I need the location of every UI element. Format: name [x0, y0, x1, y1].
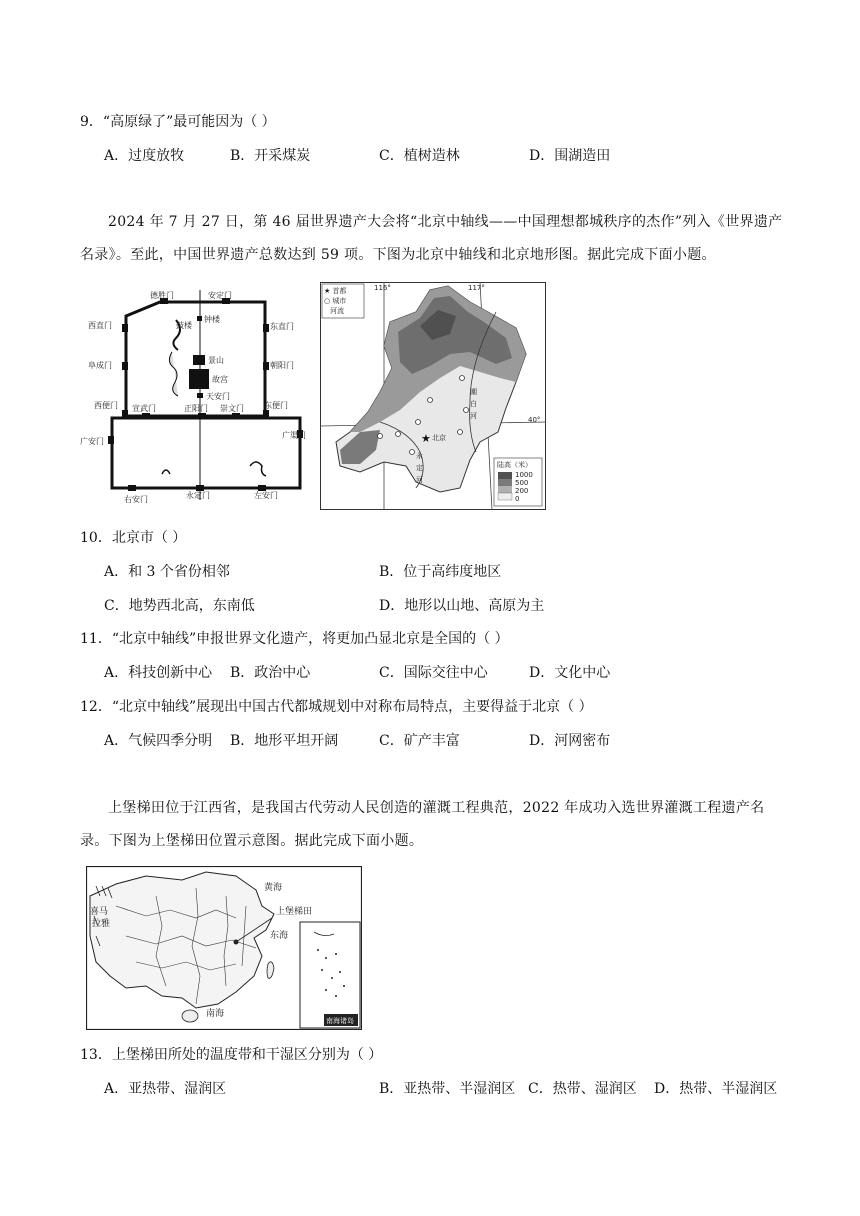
beijing-terrain-map [320, 282, 546, 510]
q11-option-c: C．国际交往中心 [379, 665, 488, 681]
q10-stem: 10．北京市（ ） [80, 530, 187, 546]
q12-option-b: B．地形平坦开阔 [230, 733, 339, 749]
q13-option-d: D．热带、半湿润区 [654, 1081, 778, 1097]
elev-0: 0 [515, 495, 520, 503]
gate-xibianmen: 西便门 [94, 401, 118, 410]
gate-xuanwumen: 宣武门 [132, 404, 156, 413]
yellow-sea-label: 黄海 [264, 883, 283, 893]
east-sea-label: 东海 [270, 931, 289, 941]
site-label: 上堡梯田 [276, 907, 313, 917]
gate-chaoyangmen: 朝阳门 [270, 361, 294, 370]
gate-xizhimen: 西直门 [88, 321, 112, 330]
elev-200: 200 [515, 487, 529, 495]
capital-label: 北京 [432, 434, 446, 442]
passage-beijing-axis: 2024 年 7 月 27 日，第 46 届世界遗产大会将“北京中轴线——中国理想都城秩序的杰作”列入《世界遗产名录》。至此，中国世界遗产总数达到 59 项。下图为北京中轴线和北京地形图。据此完成下面小题。 [80, 214, 783, 263]
q9-option-a: A．过度放牧 [104, 148, 185, 164]
gate-andingmen: 安定门 [208, 291, 232, 300]
q10-option-c: C．地势西北高，东南低 [104, 598, 255, 614]
q11-stem: 11．“北京中轴线”申报世界文化遗产，将更加凸显北京是全国的（ ） [80, 631, 509, 647]
gate-youanmen: 右安门 [124, 495, 148, 504]
beijing-axis-map [80, 286, 310, 512]
q11-option-a: A．科技创新中心 [104, 665, 213, 681]
q11-option-b: B．政治中心 [230, 665, 311, 681]
q11-option-d: D．文化中心 [529, 665, 611, 681]
lat-40: 40° [528, 416, 541, 424]
river1-char2: 白 [470, 400, 477, 408]
gate-zuoanmen: 左安门 [254, 491, 278, 500]
q12-option-d: D．河网密布 [529, 733, 611, 749]
landmark-gugong: 故宫 [212, 375, 228, 384]
q10-option-b: B．位于高纬度地区 [379, 564, 502, 580]
gate-chongwenmen: 崇文门 [220, 404, 244, 413]
q9-option-c: C．植树造林 [379, 148, 460, 164]
legend-river: 河流 [330, 307, 344, 315]
q10-option-d: D．地形以山地、高原为主 [379, 598, 545, 614]
himalaya-label-2: 拉雅 [92, 919, 111, 929]
gate-dongbianmen: 东便门 [264, 401, 288, 410]
lon-116: 116° [374, 284, 391, 292]
q9-option-b: B．开采煤炭 [230, 148, 311, 164]
river1-char3: 河 [470, 412, 477, 420]
q13-option-c: C．热带、湿润区 [528, 1081, 637, 1097]
q10-option-a: A．和 3 个省份相邻 [104, 564, 230, 580]
elev-1000: 1000 [515, 471, 533, 479]
landmark-tiananmen: 天安门 [206, 392, 230, 401]
q12-option-a: A．气候四季分明 [104, 733, 213, 749]
legend-city: ○ 城市 [324, 297, 347, 305]
landmark-jingshan: 景山 [208, 356, 224, 365]
q13-option-b: B．亚热带、半湿润区 [379, 1081, 516, 1097]
gate-yongdingmen: 永定门 [186, 491, 210, 500]
q12-option-c: C．矿产丰富 [379, 733, 460, 749]
river2-char1: 永 [416, 452, 423, 460]
q13-stem: 13．上堡梯田所处的温度带和干湿区分别为（ ） [80, 1047, 383, 1063]
himalaya-label-1: 喜马 [90, 907, 109, 917]
lon-117: 117° [468, 284, 485, 292]
gate-deshengmen: 德胜门 [150, 291, 174, 300]
river1-char1: 潮 [470, 388, 477, 396]
gate-zhengyangmen: 正阳门 [184, 404, 208, 413]
q12-stem: 12．“北京中轴线”展现出中国古代都城规划中对称布局特点，主要得益于北京（ ） [80, 699, 593, 715]
river2-char3: 河 [416, 476, 423, 484]
gate-fuchengmen: 阜成门 [88, 361, 112, 370]
gate-guanganmen: 广安门 [80, 437, 104, 446]
south-sea-label: 南海 [206, 1009, 225, 1019]
landmark-gulou: 鼓楼 [176, 321, 192, 330]
passage-shangbao-terraces: 上堡梯田位于江西省，是我国古代劳动人民创造的灌溉工程典范，2022 年成功入选世界灌溉工程遗产名录。下图为上堡梯田位置示意图。据此完成下面小题。 [80, 800, 765, 849]
q9-option-d: D．围湖造田 [529, 148, 611, 164]
elev-500: 500 [515, 479, 529, 487]
river2-char2: 定 [416, 464, 423, 472]
gate-guangqumen: 广渠门 [282, 431, 306, 440]
inset-label: 南海诸岛 [326, 1017, 354, 1025]
q9-stem: 9．“高原绿了”最可能因为（ ） [80, 114, 276, 130]
legend-capital: ★ 首都 [324, 287, 347, 295]
elev-title: 陆高（米） [497, 461, 532, 469]
svg-text:★: ★ [421, 432, 431, 445]
landmark-zhonglou: 钟楼 [204, 315, 220, 324]
shangbao-location-map [86, 866, 362, 1030]
q13-option-a: A．亚热带、湿润区 [104, 1081, 227, 1097]
gate-dongzhimen: 东直门 [270, 322, 294, 331]
